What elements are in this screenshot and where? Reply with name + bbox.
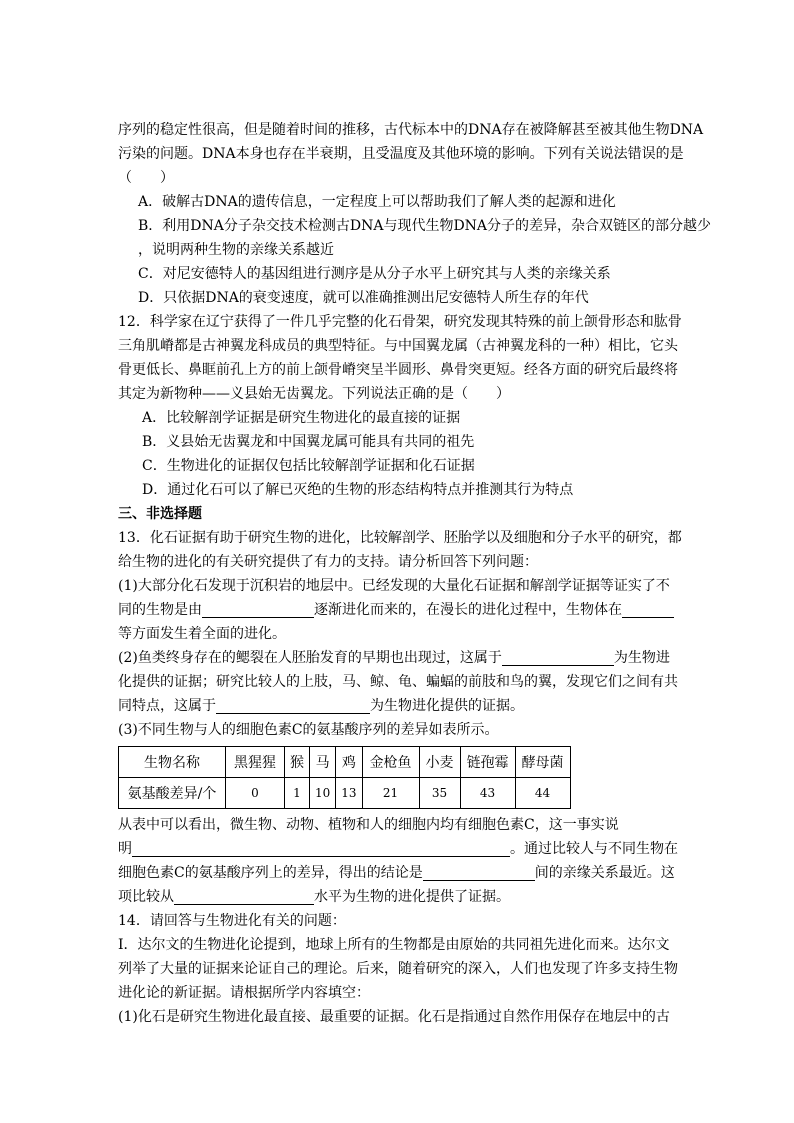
q13-after-line-2 [118,837,678,861]
q11-option-b: B．利用DNA分子杂交技术检测古DNA与现代生物DNA分子的差异，杂合双链区的部分越少 [138,218,712,234]
table-cell: 35 [419,778,460,809]
q13-part1-text-a: 同的生物是由 [118,602,202,618]
table-header-row [119,747,571,778]
q13-part1-line-3: 等方面发生着全面的进化。 [118,626,286,642]
q13-part2-text-a: (2)鱼类终身存在的鳃裂在人胚胎发育的早期也出现过，这属于 [118,650,502,666]
answer-blank-2[interactable] [622,600,674,618]
q13-part1-line-2 [118,598,678,622]
q11-option-a: A．破解古DNA的遗传信息，一定程度上可以帮助我们了解人类的起源和进化 [138,194,616,210]
q11-option-d: D．只依据DNA的衰变速度，就可以准确推测出尼安德特人所生存的年代 [138,290,589,306]
table-cell: 10 [310,778,336,809]
q13-part2-line-1 [118,646,678,670]
cytochrome-c-table [118,746,571,809]
q11-option-b-cont: ，说明两种生物的亲缘关系越近 [138,242,334,258]
q13-part2-text-b: 为生物进 [613,650,670,666]
table-cell: 1 [285,778,310,809]
answer-blank-3[interactable] [502,648,614,666]
q12-option-b: B．义县始无齿翼龙和中国翼龙属可能具有共同的祖先 [142,434,475,450]
q13-part1-line-1: (1)大部分化石发现于沉积岩的地层中。已经发现的大量化石证据和解剖学证据等证实了不 [118,578,670,594]
q12-stem-line-2: 三角肌嵴都是古神翼龙科成员的典型特征。与中国翼龙属（古神翼龙科的一种）相比，它头 [118,338,678,354]
q12-stem-line-4: 其定为新物种——义县始无齿翼龙。下列说法正确的是（ ） [118,386,510,402]
q12-stem-line-3: 骨更低长、鼻眶前孔上方的前上颌骨嵴突呈半圆形、鼻骨突更短。经各方面的研究后最终将 [118,362,678,378]
q11-stem-line-3: （ ） [118,170,174,186]
table-cell: 生物名称 [119,747,226,778]
q13-stem-line-1: 13．化石证据有助于研究生物的进化，比较解剖学、胚胎学以及细胞和分子水平的研究，都 [118,530,682,546]
table-cell: 0 [226,778,285,809]
table-cell: 黑猩猩 [226,747,285,778]
page-content [118,118,712,1029]
q13-part2-text-c: 同特点，这属于 [118,698,216,714]
q14-stem: 14．请回答与生物进化有关的问题： [118,913,346,929]
q11-stem-line-2: 污染的问题。DNA本身也存在半衰期，且受温度及其他环境的影响。下列有关说法错误的是 [118,146,684,162]
answer-blank-4[interactable] [216,696,370,714]
answer-blank-5[interactable] [132,839,510,857]
q13-after-line-3 [118,861,678,885]
table-cell: 链孢霉 [460,747,515,778]
table-cell: 金枪鱼 [362,747,419,778]
q12-option-a: A．比较解剖学证据是研究生物进化的最直接的证据 [142,410,461,426]
answer-blank-1[interactable] [202,600,314,618]
q13-part3-line: (3)不同生物与人的细胞色素C的氨基酸序列的差异如表所示。 [118,722,499,738]
q13-part1-text-b: 逐渐进化而来的，在漫长的进化过程中，生物体在 [314,602,622,618]
section-heading: 三、非选择题 [118,506,202,522]
q13-stem-line-2: 给生物的进化的有关研究提供了有力的支持。请分析回答下列问题： [118,554,538,570]
table-cell: 氨基酸差异/个 [119,778,226,809]
table-cell: 猴 [285,747,310,778]
q11-option-c: C．对尼安德特人的基因组进行测序是从分子水平上研究其与人类的亲缘关系 [138,266,611,282]
table-cell: 43 [460,778,515,809]
table-cell: 酵母菌 [515,747,570,778]
q13-after-text-a: 明 [118,841,132,857]
answer-blank-7[interactable] [174,887,314,905]
q14-line-3: 进化论的新证据。请根据所学内容填空： [118,985,370,1001]
table-cell: 鸡 [336,747,362,778]
q13-after-text-f: 水平为生物的进化提供了证据。 [314,889,510,905]
q14-line-2: 列举了大量的证据来论证自己的理论。后来，随着研究的深入，人们也发现了许多支持生物 [118,961,678,977]
answer-blank-6[interactable] [423,863,535,881]
q13-after-text-d: 间的亲缘关系最近。这 [534,865,675,881]
table-cell: 小麦 [419,747,460,778]
q13-after-text-e: 项比较从 [118,889,174,905]
table-cell: 马 [310,747,336,778]
q12-stem-line-1: 12．科学家在辽宁获得了一件几乎完整的化石骨架，研究发现其特殊的前上颌骨形态和肱骨 [118,314,682,330]
q13-after-line-4 [118,885,678,909]
q13-part2-line-2: 化提供的证据；研究比较人的上肢，马、鲸、龟、蝙蝠的前肢和鸟的翼，发现它们之间有共 [118,674,678,690]
q12-option-d: D．通过化石可以了解已灭绝的生物的形态结构特点并推测其行为特点 [142,482,574,498]
table-row [119,778,571,809]
q13-part2-text-d: 为生物进化提供的证据。 [370,698,524,714]
table-cell: 21 [362,778,419,809]
q13-after-line-1: 从表中可以看出，微生物、动物、植物和人的细胞内均有细胞色素C，这一事实说 [118,817,619,833]
q14-line-4: (1)化石是研究生物进化最直接、最重要的证据。化石是指通过自然作用保存在地层中的古 [118,1009,670,1025]
q13-part2-line-3 [118,694,678,718]
q13-after-text-c: 细胞色素C的氨基酸序列上的差异，得出的结论是 [118,865,423,881]
q11-stem-line-1: 序列的稳定性很高，但是随着时间的推移，古代标本中的DNA存在被降解甚至被其他生物DNA [118,122,704,138]
q13-after-text-b: 。通过比较人与不同生物在 [510,841,678,857]
table-cell: 13 [336,778,362,809]
q12-option-c: C．生物进化的证据仅包括比较解剖学证据和化石证据 [142,458,475,474]
table-cell: 44 [515,778,570,809]
q14-line-1: Ⅰ．达尔文的生物进化论提到，地球上所有的生物都是由原始的共同祖先进化而来。达尔文 [118,937,670,953]
